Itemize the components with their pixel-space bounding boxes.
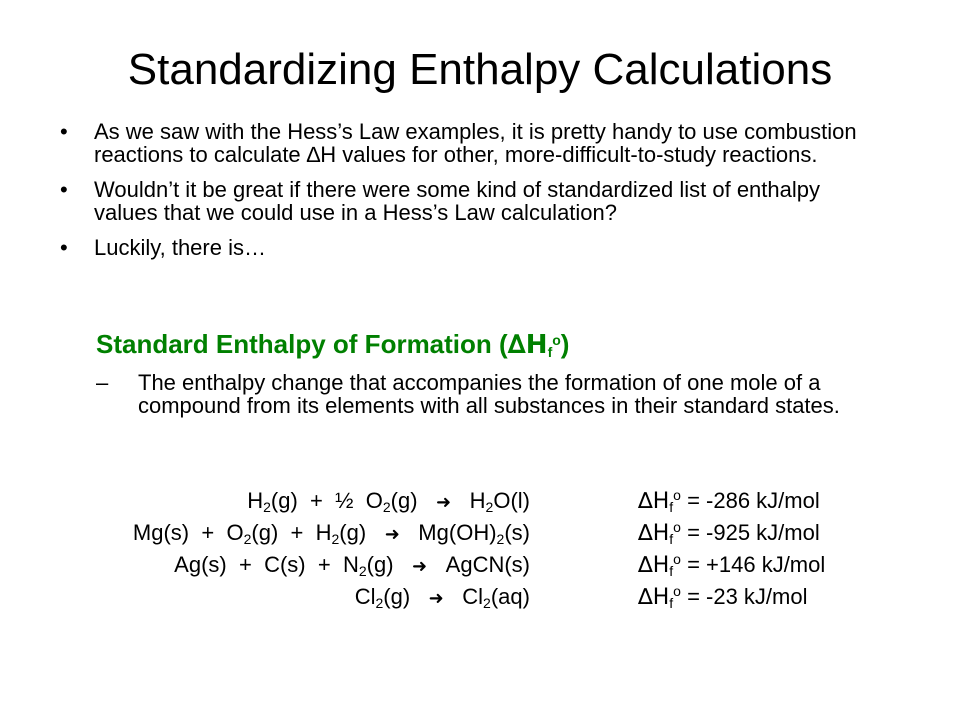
- equation-table: [0, 485, 960, 613]
- heading-superscript: o: [552, 332, 561, 348]
- delta-h-symbol: ∆H: [507, 330, 548, 360]
- enthalpy-value: $\Delta H_f^o = -23$ kJ/mol: [638, 583, 808, 611]
- bullet-marker: •: [60, 177, 68, 202]
- slide-title: Standardizing Enthalpy Calculations: [127, 45, 833, 94]
- equation-row: [0, 485, 960, 517]
- reaction-equation: $Ag(s) + C(s) + N_2(g)$ ➜ AgCN(s): [174, 552, 530, 579]
- enthalpy-value: $\Delta H_f^o = -925$ kJ/mol: [638, 519, 820, 547]
- definition-item: [96, 371, 876, 417]
- reaction-arrow-icon: ➜: [429, 492, 458, 513]
- enthalpy-value: $\Delta H_f^o = +146$ kJ/mol: [638, 551, 826, 579]
- bullet-text: As we saw with the Hess’s Law examples, it is pretty handy to use combustion reactions to calculate ∆H values for other, more-difficult-to-study reactions.: [94, 119, 857, 167]
- equation-row: [0, 517, 960, 549]
- reaction-equation: $H_2(g)$ + ½ $O_2(g)$ ➜ $H_2O(l)$: [247, 488, 530, 515]
- bullet-item: [60, 120, 880, 166]
- bullet-item: [60, 178, 880, 224]
- bullet-item: [60, 236, 880, 259]
- bullet-marker: •: [60, 235, 68, 260]
- equation-row: [0, 549, 960, 581]
- reaction-arrow-icon: ➜: [378, 524, 407, 545]
- definition-text: The enthalpy change that accompanies the formation of one mole of a compound from its elements with all substances in their standard states.: [138, 370, 840, 418]
- bullet-list: [60, 120, 880, 271]
- heading-close: ): [560, 329, 570, 359]
- reaction-arrow-icon: ➜: [405, 556, 434, 577]
- heading-subscript: f: [547, 344, 553, 360]
- reaction-equation: $Cl_2(g)$ ➜ $Cl_2(aq)$: [354, 584, 530, 611]
- dash-marker: –: [96, 370, 109, 395]
- bullet-marker: •: [60, 119, 68, 144]
- bullet-text: Luckily, there is…: [94, 235, 266, 260]
- heading-text: Standard Enthalpy of Formation (: [96, 329, 508, 359]
- reaction-equation: $Mg(s) + O_2(g) + H_2(g)$ ➜ $Mg(OH)_2(s)$: [132, 520, 530, 547]
- equation-row: [0, 581, 960, 613]
- enthalpy-value: $\Delta H_f^o = -286$ kJ/mol: [638, 487, 820, 515]
- bullet-text: Wouldn’t it be great if there were some kind of standardized list of enthalpy values that we could use in a Hess’s Law calculation?: [94, 177, 820, 225]
- reaction-arrow-icon: ➜: [422, 588, 451, 609]
- section-heading: [96, 327, 569, 362]
